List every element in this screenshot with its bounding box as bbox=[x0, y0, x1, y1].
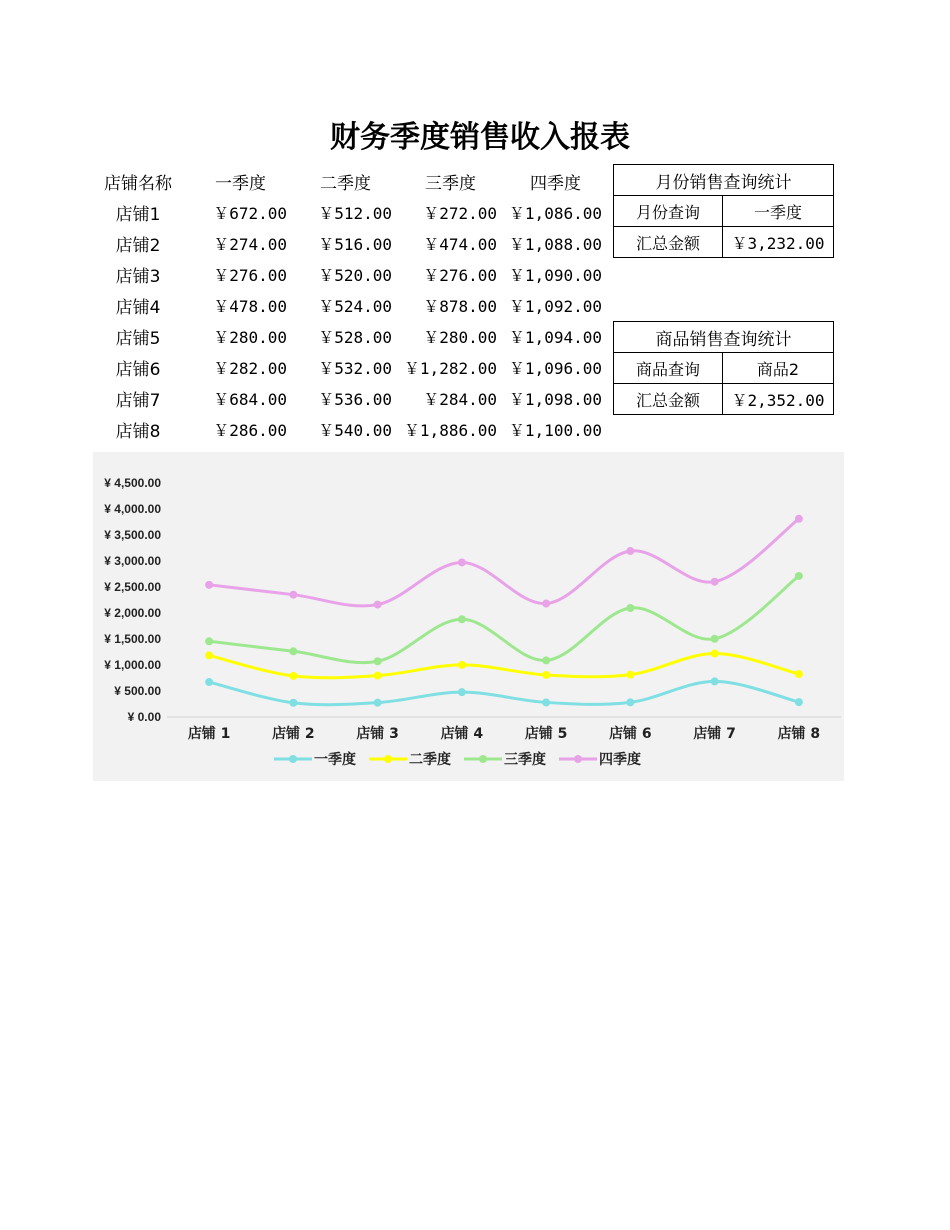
q1-value: ￥274.00 bbox=[213, 235, 287, 254]
data-point bbox=[374, 601, 382, 609]
y-tick-label: ¥ 4,500.00 bbox=[104, 476, 161, 490]
q4-value: ￥1,094.00 bbox=[508, 328, 602, 347]
series-line-2 bbox=[209, 654, 799, 678]
legend-marker-4 bbox=[574, 755, 582, 763]
q3-value: ￥280.00 bbox=[423, 328, 497, 347]
q2-value: ￥536.00 bbox=[318, 390, 392, 409]
product-query-value[interactable]: 商品2 bbox=[723, 353, 834, 384]
x-tick-label: 店铺 2 bbox=[272, 726, 315, 742]
q2-value: ￥516.00 bbox=[318, 235, 392, 254]
y-tick-label: ¥ 1,000.00 bbox=[104, 658, 161, 672]
y-tick-label: ¥ 0.00 bbox=[127, 710, 161, 724]
data-point bbox=[458, 688, 466, 696]
series-line-4 bbox=[209, 519, 799, 606]
q3-value: ￥272.00 bbox=[423, 204, 497, 223]
data-point bbox=[795, 670, 803, 678]
header-q1: 一季度 bbox=[215, 174, 266, 194]
q1-value: ￥672.00 bbox=[213, 204, 287, 223]
product-query-table bbox=[613, 321, 834, 415]
store-name: 店铺8 bbox=[115, 422, 161, 442]
data-point bbox=[795, 515, 803, 523]
table-row bbox=[88, 228, 608, 259]
q4-value: ￥1,100.00 bbox=[508, 421, 602, 440]
legend-marker-3 bbox=[479, 755, 487, 763]
data-point bbox=[542, 656, 550, 664]
y-tick-label: ¥ 4,000.00 bbox=[104, 502, 161, 516]
store-name: 店铺6 bbox=[115, 360, 161, 380]
q1-value: ￥286.00 bbox=[213, 421, 287, 440]
q1-value: ￥280.00 bbox=[213, 328, 287, 347]
y-tick-label: ¥ 3,000.00 bbox=[104, 554, 161, 568]
data-point bbox=[795, 698, 803, 706]
month-query-value[interactable]: 一季度 bbox=[723, 196, 834, 227]
q2-value: ￥528.00 bbox=[318, 328, 392, 347]
x-tick-label: 店铺 3 bbox=[356, 726, 399, 742]
y-tick-label: ¥ 2,500.00 bbox=[104, 580, 161, 594]
q3-value: ￥1,886.00 bbox=[403, 421, 497, 440]
q1-value: ￥276.00 bbox=[213, 266, 287, 285]
q4-value: ￥1,086.00 bbox=[508, 204, 602, 223]
table-row bbox=[88, 352, 608, 383]
page-title: 财务季度销售收入报表 bbox=[330, 120, 630, 155]
q3-value: ￥474.00 bbox=[423, 235, 497, 254]
table-row bbox=[88, 290, 608, 321]
q4-value: ￥1,096.00 bbox=[508, 359, 602, 378]
month-query-title: 月份销售查询统计 bbox=[614, 165, 834, 196]
data-point bbox=[626, 604, 634, 612]
data-point bbox=[289, 591, 297, 599]
x-tick-label: 店铺 5 bbox=[524, 726, 568, 742]
x-tick-label: 店铺 7 bbox=[693, 726, 736, 742]
legend-marker-1 bbox=[289, 755, 297, 763]
product-query-title: 商品销售查询统计 bbox=[614, 322, 834, 353]
store-name: 店铺2 bbox=[115, 236, 161, 256]
header-q2: 二季度 bbox=[320, 174, 371, 194]
table-row bbox=[88, 383, 608, 414]
x-tick-label: 店铺 6 bbox=[609, 726, 652, 742]
table-header-row bbox=[88, 166, 608, 197]
data-point bbox=[626, 547, 634, 555]
q2-value: ￥520.00 bbox=[318, 266, 392, 285]
q1-value: ￥684.00 bbox=[213, 390, 287, 409]
data-point bbox=[626, 698, 634, 706]
product-query-label: 商品查询 bbox=[614, 353, 723, 384]
q4-value: ￥1,092.00 bbox=[508, 297, 602, 316]
month-query-table bbox=[613, 164, 834, 258]
product-sum-value: ￥2,352.00 bbox=[723, 384, 834, 415]
x-tick-label: 店铺 8 bbox=[777, 726, 821, 742]
month-sum-value: ￥3,232.00 bbox=[723, 227, 834, 258]
store-name: 店铺4 bbox=[115, 298, 161, 318]
legend-label-1: 一季度 bbox=[314, 752, 356, 768]
data-point bbox=[711, 635, 719, 643]
x-tick-label: 店铺 4 bbox=[440, 726, 484, 742]
q3-value: ￥878.00 bbox=[423, 297, 497, 316]
y-tick-label: ¥ 500.00 bbox=[114, 684, 161, 698]
data-point bbox=[626, 671, 634, 679]
q2-value: ￥524.00 bbox=[318, 297, 392, 316]
header-q3: 三季度 bbox=[425, 174, 476, 194]
header-q4: 四季度 bbox=[530, 174, 581, 194]
q4-value: ￥1,088.00 bbox=[508, 235, 602, 254]
store-name: 店铺5 bbox=[115, 329, 161, 349]
legend-marker-2 bbox=[384, 755, 392, 763]
y-tick-label: ¥ 3,500.00 bbox=[104, 528, 161, 542]
series-line-1 bbox=[209, 681, 799, 704]
series-line-3 bbox=[209, 576, 799, 663]
sales-line-chart bbox=[93, 452, 844, 781]
data-point bbox=[374, 699, 382, 707]
q3-value: ￥284.00 bbox=[423, 390, 497, 409]
y-tick-label: ¥ 2,000.00 bbox=[104, 606, 161, 620]
data-point bbox=[205, 651, 213, 659]
table-row bbox=[88, 197, 608, 228]
table-row bbox=[88, 414, 608, 445]
data-point bbox=[374, 657, 382, 665]
data-point bbox=[374, 672, 382, 680]
q3-value: ￥1,282.00 bbox=[403, 359, 497, 378]
data-point bbox=[458, 558, 466, 566]
q2-value: ￥532.00 bbox=[318, 359, 392, 378]
store-name: 店铺1 bbox=[115, 205, 161, 225]
q2-value: ￥512.00 bbox=[318, 204, 392, 223]
data-point bbox=[205, 637, 213, 645]
legend-label-3: 三季度 bbox=[504, 752, 546, 768]
table-row bbox=[88, 321, 608, 352]
store-name: 店铺7 bbox=[115, 391, 161, 411]
data-point bbox=[458, 615, 466, 623]
y-tick-label: ¥ 1,500.00 bbox=[104, 632, 161, 646]
product-sum-label: 汇总金额 bbox=[614, 384, 723, 415]
month-sum-label: 汇总金额 bbox=[614, 227, 723, 258]
data-point bbox=[289, 672, 297, 680]
legend-label-2: 二季度 bbox=[409, 752, 451, 768]
data-point bbox=[542, 600, 550, 608]
x-tick-label: 店铺 1 bbox=[187, 726, 231, 742]
sales-table bbox=[88, 166, 608, 445]
store-name: 店铺3 bbox=[115, 267, 161, 287]
data-point bbox=[711, 677, 719, 685]
data-point bbox=[542, 698, 550, 706]
q4-value: ￥1,098.00 bbox=[508, 390, 602, 409]
table-row bbox=[88, 259, 608, 290]
data-point bbox=[289, 647, 297, 655]
q1-value: ￥282.00 bbox=[213, 359, 287, 378]
data-point bbox=[711, 650, 719, 658]
q4-value: ￥1,090.00 bbox=[508, 266, 602, 285]
month-query-label: 月份查询 bbox=[614, 196, 723, 227]
data-point bbox=[205, 581, 213, 589]
data-point bbox=[289, 699, 297, 707]
chart-svg bbox=[93, 452, 844, 781]
q3-value: ￥276.00 bbox=[423, 266, 497, 285]
data-point bbox=[542, 671, 550, 679]
legend-label-4: 四季度 bbox=[599, 752, 641, 768]
header-store-name: 店铺名称 bbox=[104, 174, 172, 194]
q1-value: ￥478.00 bbox=[213, 297, 287, 316]
data-point bbox=[458, 661, 466, 669]
q2-value: ￥540.00 bbox=[318, 421, 392, 440]
data-point bbox=[795, 572, 803, 580]
data-point bbox=[205, 678, 213, 686]
data-point bbox=[711, 578, 719, 586]
